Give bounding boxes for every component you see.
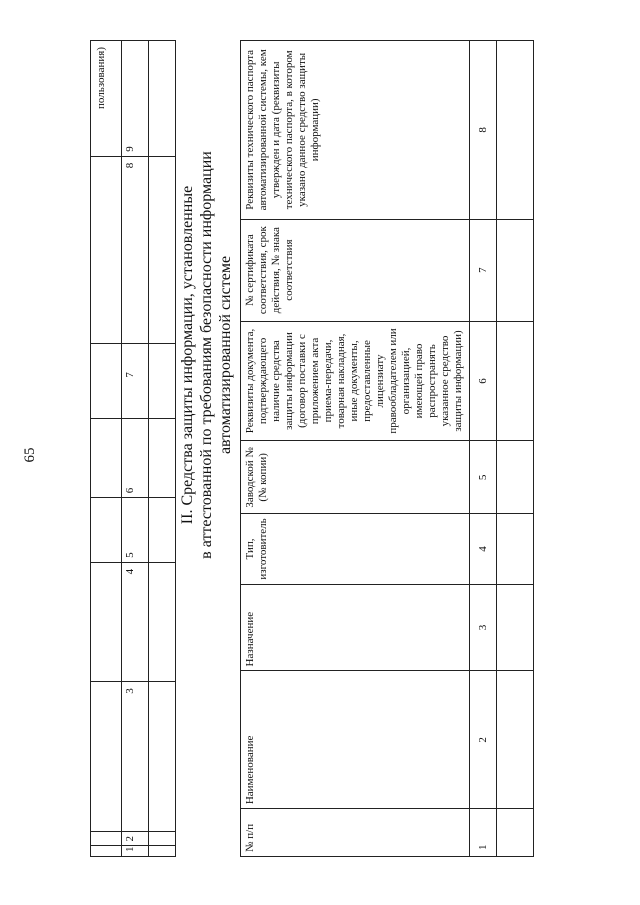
table-header-row: [241, 41, 470, 857]
col-number: 1: [470, 809, 497, 857]
col-number: 9: [122, 41, 149, 157]
col-number: 3: [122, 682, 149, 831]
col-number: 8: [122, 156, 149, 343]
col-number: 5: [122, 498, 149, 563]
continuation-numbers-row: [122, 41, 149, 857]
section-heading: [178, 105, 235, 605]
page-number: 65: [22, 447, 38, 463]
continuation-table: [90, 40, 176, 857]
table-numbers-row: [470, 41, 497, 857]
security-tools-table: [240, 40, 534, 857]
col-number: 6: [122, 418, 149, 498]
continuation-header-fragment: пользования): [91, 41, 122, 157]
header-cell: Назначение: [241, 584, 470, 671]
col-number: 3: [470, 584, 497, 671]
header-cell: Реквизиты технического паспорта автоматизированной системы, кем утвержден и дата (реквизиты технического паспорта, в котором указано данное средство защиты информации): [241, 41, 470, 220]
header-cell: Заводской № (№ копии): [241, 441, 470, 514]
heading-line: II. Средства защиты информации, установленные: [179, 185, 196, 525]
col-number: 6: [470, 321, 497, 441]
table-row: [497, 41, 534, 857]
col-number: 4: [470, 514, 497, 584]
col-number: 1: [122, 846, 149, 857]
heading-line: автоматизированной системе: [217, 255, 234, 455]
header-cell: Наименование: [241, 671, 470, 809]
continuation-header-row: [91, 41, 122, 857]
header-cell: № п/п: [241, 809, 470, 857]
header-cell: Реквизиты документа, подтверждающего наличие средства защиты информации (договор поставки с приложением акта приема-передачи, товарная накладная, иные документы, предоставленные лицензиату правообладателем или организацией, имеющей право распространять указанное средство защиты информации): [241, 321, 470, 441]
col-number: 4: [122, 562, 149, 681]
col-number: 7: [470, 219, 497, 321]
col-number: 7: [122, 343, 149, 418]
header-cell: Тип, изготовитель: [241, 514, 470, 584]
col-number: 5: [470, 441, 497, 514]
heading-line: в аттестованной по требованиям безопасности информации: [198, 151, 215, 559]
col-number: 8: [470, 41, 497, 220]
continuation-empty-row: [149, 41, 176, 857]
header-cell: № сертификата соответствия, срок действия, № знака соответствия: [241, 219, 470, 321]
col-number: 2: [470, 671, 497, 809]
col-number: 2: [122, 831, 149, 846]
